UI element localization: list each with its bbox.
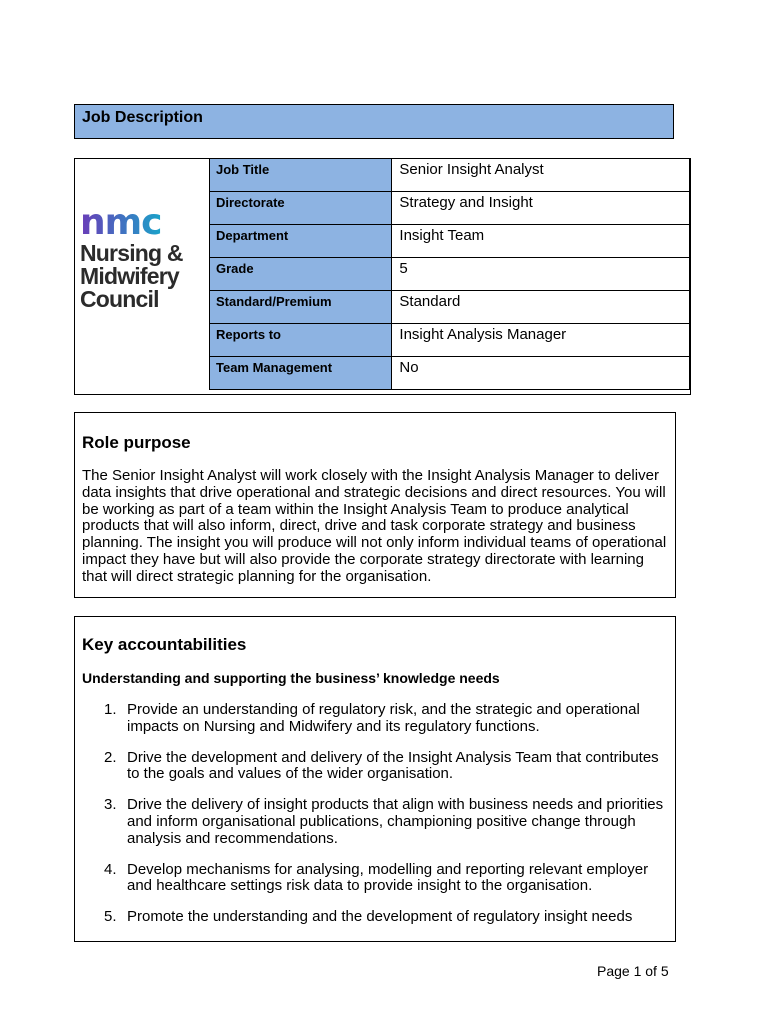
nmc-logo-mark [80, 206, 190, 242]
info-label: Department [210, 225, 392, 258]
job-description-title: Job Description [82, 109, 203, 126]
role-purpose-section [74, 412, 676, 598]
list-item-number: 5. [104, 908, 117, 926]
page-number: Page 1 of 5 [597, 963, 669, 979]
info-label: Job Title [210, 159, 392, 192]
list-item [82, 797, 667, 847]
info-row-reports-to [210, 324, 690, 357]
key-accountabilities-heading: Key accountabilities [82, 635, 247, 654]
info-label: Grade [210, 258, 392, 291]
info-row-directorate [210, 192, 690, 225]
info-row-department [210, 225, 690, 258]
info-value: Insight Team [392, 225, 690, 258]
list-item-number: 2. [104, 748, 117, 766]
list-item [82, 862, 667, 896]
job-description-header [74, 104, 674, 139]
info-value: 5 [392, 258, 690, 291]
key-accountabilities-subheading: Understanding and supporting the business’ knowledge needs [82, 670, 500, 686]
info-label: Team Management [210, 357, 392, 390]
info-label: Standard/Premium [210, 291, 392, 324]
list-item-text: Develop mechanisms for analysing, modelling and reporting relevant employer and healthcare settings risk data to provide insight to the organisation. [127, 860, 649, 895]
info-label: Directorate [210, 192, 392, 225]
info-label: Reports to [210, 324, 392, 357]
list-item-text: Drive the delivery of insight products that align with business needs and priorities and inform organisational publications, championing positive change through analysis and recommendations. [127, 796, 664, 847]
list-item-text: Promote the understanding and the development of regulatory insight needs [127, 908, 633, 926]
info-row-team-management [210, 357, 690, 390]
info-value: Senior Insight Analyst [392, 159, 690, 192]
list-item [82, 750, 667, 784]
logo-line-3: Council [80, 286, 159, 312]
list-item [82, 702, 667, 736]
role-purpose-heading: Role purpose [82, 433, 191, 452]
info-row-job-title [210, 159, 690, 192]
info-row-grade [210, 258, 690, 291]
info-value: Strategy and Insight [392, 192, 690, 225]
role-purpose-text: The Senior Insight Analyst will work closely with the Insight Analysis Manager to deliver data insights that drive operational and strategic decisions and direct resources. You will be working as part of a team within the Insight Analysis Team to produce analytical products that will also inform, direct, drive and task corporate strategy and business planning. The insight you will produce will not only inform individual teams of operational impact they have but will also provide the corporate strategy directorate with learning that will direct strategic planning for the organisation. [82, 467, 667, 585]
logo-line-1: Nursing & [80, 240, 183, 266]
accountabilities-list [82, 702, 667, 940]
info-value: Standard [392, 291, 690, 324]
list-item-number: 3. [104, 796, 117, 814]
logo-line-2: Midwifery [80, 263, 179, 289]
list-item-text: Drive the development and delivery of the Insight Analysis Team that contributes to the goals and values of the wider organisation. [127, 748, 659, 783]
list-item-number: 4. [104, 860, 117, 878]
job-info-box [74, 158, 691, 395]
info-row-standard-premium [210, 291, 690, 324]
list-item-text: Provide an understanding of regulatory risk, and the strategic and operational impacts on Nursing and Midwifery and its regulatory functions. [127, 701, 640, 735]
list-item [82, 909, 667, 926]
info-value: Insight Analysis Manager [392, 324, 690, 357]
list-item-number: 1. [104, 701, 117, 718]
info-value: No [392, 357, 690, 390]
key-accountabilities-section [74, 616, 676, 942]
nmc-logo [80, 206, 206, 311]
svg-text:nmc: nmc [80, 206, 162, 242]
job-info-table [209, 158, 690, 390]
